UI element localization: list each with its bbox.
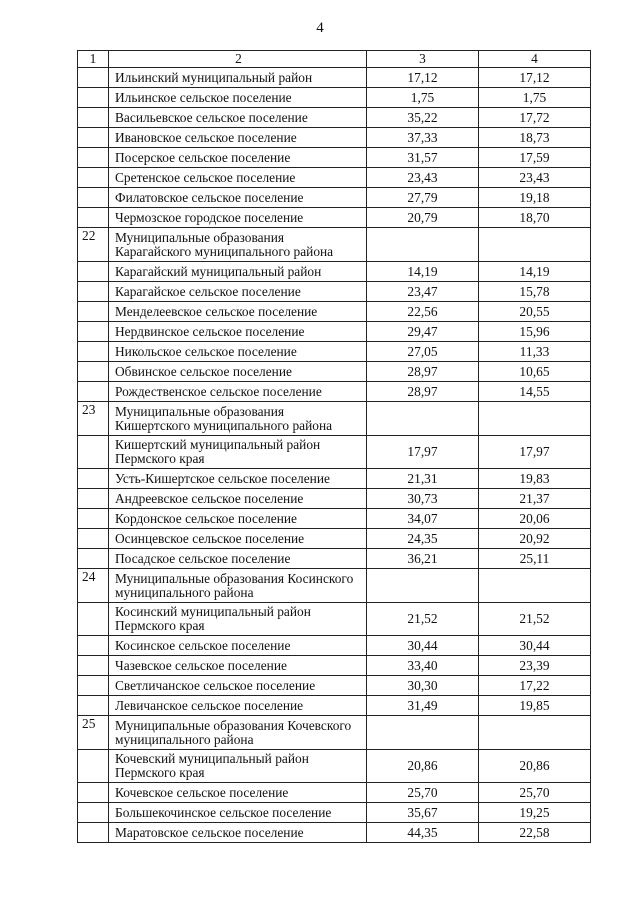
table-row (78, 696, 591, 716)
row-number-cell (78, 108, 109, 128)
value-col4-cell: 19,25 (479, 803, 591, 823)
value-col3-cell: 27,79 (367, 188, 479, 208)
value-col4-cell: 21,52 (479, 603, 591, 636)
group-header-row (78, 716, 591, 750)
value-col3-cell: 17,12 (367, 68, 479, 88)
value-col3-cell: 35,22 (367, 108, 479, 128)
value-col3-cell (367, 228, 479, 262)
name-cell: Кочевский муниципальный район Пермского края (109, 750, 367, 783)
name-cell: Посерское сельское поселение (109, 148, 367, 168)
name-cell: Маратовское сельское поселение (109, 823, 367, 843)
value-col3-cell (367, 402, 479, 436)
value-col4-cell: 25,70 (479, 783, 591, 803)
table-row (78, 529, 591, 549)
name-cell: Большекочинское сельское поселение (109, 803, 367, 823)
value-col4-cell: 22,58 (479, 823, 591, 843)
value-col3-cell: 30,30 (367, 676, 479, 696)
value-col3-cell: 31,57 (367, 148, 479, 168)
value-col3-cell: 22,56 (367, 302, 479, 322)
name-cell: Сретенское сельское поселение (109, 168, 367, 188)
value-col4-cell: 19,18 (479, 188, 591, 208)
value-col4-cell: 17,72 (479, 108, 591, 128)
row-number-cell (78, 68, 109, 88)
group-header-row (78, 569, 591, 603)
value-col4-cell: 17,59 (479, 148, 591, 168)
name-cell: Косинский муниципальный район Пермского края (109, 603, 367, 636)
name-cell: Муниципальные образования Косинского муниципального района (109, 569, 367, 603)
name-cell: Филатовское сельское поселение (109, 188, 367, 208)
row-number-cell (78, 783, 109, 803)
value-col4-cell (479, 569, 591, 603)
name-cell: Менделеевское сельское поселение (109, 302, 367, 322)
table-row (78, 322, 591, 342)
row-number-cell (78, 362, 109, 382)
row-number-cell (78, 302, 109, 322)
table-row (78, 603, 591, 636)
table-row (78, 783, 591, 803)
row-number-cell (78, 603, 109, 636)
name-cell: Светличанское сельское поселение (109, 676, 367, 696)
row-number-cell (78, 282, 109, 302)
name-cell: Посадское сельское поселение (109, 549, 367, 569)
table-row (78, 382, 591, 402)
name-cell: Левичанское сельское поселение (109, 696, 367, 716)
value-col3-cell: 37,33 (367, 128, 479, 148)
header-cell-2: 2 (109, 51, 367, 68)
name-cell: Осинцевское сельское поселение (109, 529, 367, 549)
value-col4-cell: 17,97 (479, 436, 591, 469)
value-col4-cell: 14,19 (479, 262, 591, 282)
row-number-cell (78, 636, 109, 656)
name-cell: Рождественское сельское поселение (109, 382, 367, 402)
table-row (78, 282, 591, 302)
name-cell: Ильинское сельское поселение (109, 88, 367, 108)
value-col3-cell: 28,97 (367, 362, 479, 382)
name-cell: Муниципальные образования Карагайского муниципального района (109, 228, 367, 262)
row-number-cell (78, 436, 109, 469)
table-row (78, 108, 591, 128)
row-number-cell: 25 (78, 716, 109, 750)
value-col3-cell: 1,75 (367, 88, 479, 108)
value-col3-cell (367, 716, 479, 750)
value-col3-cell: 20,86 (367, 750, 479, 783)
row-number-cell (78, 148, 109, 168)
value-col4-cell: 25,11 (479, 549, 591, 569)
row-number-cell (78, 168, 109, 188)
value-col4-cell (479, 716, 591, 750)
value-col3-cell: 23,43 (367, 168, 479, 188)
row-number-cell (78, 88, 109, 108)
row-number-cell (78, 262, 109, 282)
table-row (78, 656, 591, 676)
value-col4-cell: 23,43 (479, 168, 591, 188)
table-row (78, 676, 591, 696)
value-col4-cell: 23,39 (479, 656, 591, 676)
row-number-cell (78, 208, 109, 228)
row-number-cell: 24 (78, 569, 109, 603)
row-number-cell (78, 529, 109, 549)
page-number: 4 (316, 20, 324, 36)
value-col4-cell: 30,44 (479, 636, 591, 656)
value-col4-cell: 20,92 (479, 529, 591, 549)
name-cell: Чермозское городское поселение (109, 208, 367, 228)
name-cell: Муниципальные образования Кочевского муниципального района (109, 716, 367, 750)
header-cell-3: 3 (367, 51, 479, 68)
table-row (78, 636, 591, 656)
name-cell: Кочевское сельское поселение (109, 783, 367, 803)
name-cell: Муниципальные образования Кишертского муниципального района (109, 402, 367, 436)
name-cell: Ивановское сельское поселение (109, 128, 367, 148)
table-row (78, 128, 591, 148)
name-cell: Андреевское сельское поселение (109, 489, 367, 509)
table-row (78, 362, 591, 382)
row-number-cell (78, 342, 109, 362)
value-col3-cell: 25,70 (367, 783, 479, 803)
table-row (78, 823, 591, 843)
value-col4-cell: 20,06 (479, 509, 591, 529)
value-col3-cell (367, 569, 479, 603)
row-number-cell (78, 823, 109, 843)
row-number-cell (78, 382, 109, 402)
name-cell: Васильевское сельское поселение (109, 108, 367, 128)
table-row (78, 803, 591, 823)
value-col4-cell: 20,86 (479, 750, 591, 783)
value-col4-cell: 1,75 (479, 88, 591, 108)
value-col3-cell: 30,73 (367, 489, 479, 509)
name-cell: Никольское сельское поселение (109, 342, 367, 362)
value-col4-cell: 17,12 (479, 68, 591, 88)
name-cell: Ильинский муниципальный район (109, 68, 367, 88)
value-col4-cell: 17,22 (479, 676, 591, 696)
value-col3-cell: 36,21 (367, 549, 479, 569)
table-row (78, 302, 591, 322)
name-cell: Кордонское сельское поселение (109, 509, 367, 529)
table-row (78, 342, 591, 362)
name-cell: Косинское сельское поселение (109, 636, 367, 656)
value-col4-cell: 15,96 (479, 322, 591, 342)
name-cell: Чазевское сельское поселение (109, 656, 367, 676)
row-number-cell (78, 128, 109, 148)
value-col4-cell: 18,70 (479, 208, 591, 228)
name-cell: Усть-Кишертское сельское поселение (109, 469, 367, 489)
name-cell: Обвинское сельское поселение (109, 362, 367, 382)
row-number-cell (78, 489, 109, 509)
row-number-cell (78, 509, 109, 529)
value-col3-cell: 24,35 (367, 529, 479, 549)
value-col4-cell: 18,73 (479, 128, 591, 148)
value-col3-cell: 44,35 (367, 823, 479, 843)
value-col4-cell: 10,65 (479, 362, 591, 382)
value-col4-cell: 11,33 (479, 342, 591, 362)
value-col3-cell: 14,19 (367, 262, 479, 282)
value-col3-cell: 35,67 (367, 803, 479, 823)
value-col3-cell: 17,97 (367, 436, 479, 469)
header-cell-1: 1 (78, 51, 109, 68)
table-row (78, 68, 591, 88)
value-col3-cell: 28,97 (367, 382, 479, 402)
table-header-row (78, 51, 591, 68)
table-row (78, 262, 591, 282)
value-col3-cell: 21,31 (367, 469, 479, 489)
value-col3-cell: 31,49 (367, 696, 479, 716)
data-table (77, 50, 591, 843)
value-col3-cell: 29,47 (367, 322, 479, 342)
value-col3-cell: 33,40 (367, 656, 479, 676)
value-col4-cell: 15,78 (479, 282, 591, 302)
value-col3-cell: 27,05 (367, 342, 479, 362)
value-col4-cell: 20,55 (479, 302, 591, 322)
name-cell: Карагайский муниципальный район (109, 262, 367, 282)
name-cell: Кишертский муниципальный район Пермского края (109, 436, 367, 469)
value-col4-cell: 14,55 (479, 382, 591, 402)
row-number-cell: 22 (78, 228, 109, 262)
name-cell: Карагайское сельское поселение (109, 282, 367, 302)
group-header-row (78, 228, 591, 262)
row-number-cell (78, 696, 109, 716)
value-col3-cell: 20,79 (367, 208, 479, 228)
table-row (78, 208, 591, 228)
value-col3-cell: 21,52 (367, 603, 479, 636)
row-number-cell (78, 322, 109, 342)
value-col4-cell: 19,83 (479, 469, 591, 489)
row-number-cell (78, 188, 109, 208)
value-col4-cell (479, 402, 591, 436)
row-number-cell: 23 (78, 402, 109, 436)
table-row (78, 750, 591, 783)
table-row (78, 509, 591, 529)
table-row (78, 489, 591, 509)
table-row (78, 549, 591, 569)
table-row (78, 148, 591, 168)
value-col3-cell: 30,44 (367, 636, 479, 656)
name-cell: Нердвинское сельское поселение (109, 322, 367, 342)
table-row (78, 469, 591, 489)
value-col4-cell (479, 228, 591, 262)
table-row (78, 88, 591, 108)
value-col4-cell: 21,37 (479, 489, 591, 509)
header-cell-4: 4 (479, 51, 591, 68)
table-row (78, 188, 591, 208)
row-number-cell (78, 803, 109, 823)
row-number-cell (78, 549, 109, 569)
value-col4-cell: 19,85 (479, 696, 591, 716)
row-number-cell (78, 750, 109, 783)
value-col3-cell: 23,47 (367, 282, 479, 302)
table-row (78, 168, 591, 188)
row-number-cell (78, 469, 109, 489)
row-number-cell (78, 676, 109, 696)
table-body (78, 51, 591, 843)
group-header-row (78, 402, 591, 436)
value-col3-cell: 34,07 (367, 509, 479, 529)
row-number-cell (78, 656, 109, 676)
table-row (78, 436, 591, 469)
